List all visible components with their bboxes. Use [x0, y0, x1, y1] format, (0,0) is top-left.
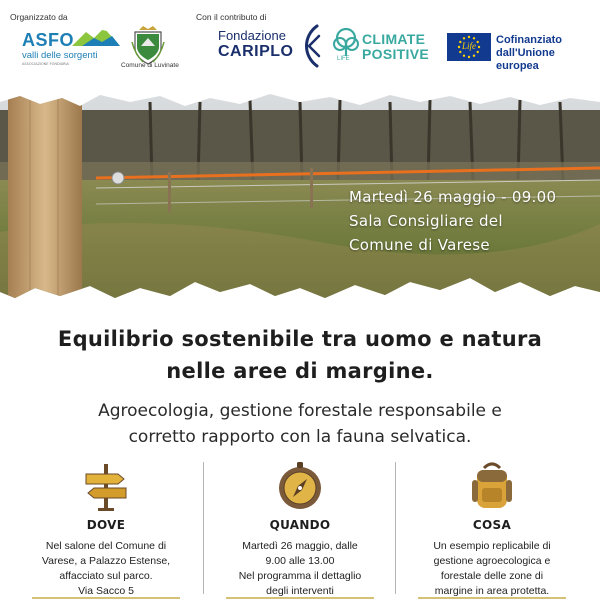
column-underline	[418, 597, 566, 599]
what-line: gestione agroecologica e	[433, 555, 551, 567]
mountain-icon	[72, 26, 120, 48]
when-line: 9.00 alle 13.00	[265, 555, 335, 567]
subtitle-line2: corretto rapporto con la fauna selvatica.	[128, 427, 472, 447]
subtitle-line1: Agroecologia, gestione forestale responsabile e	[98, 401, 502, 421]
when-line: Martedì 26 maggio, dalle	[242, 540, 358, 552]
tree-icon	[332, 28, 360, 58]
where-line: affacciato sul parco.	[59, 570, 153, 582]
where-line: Varese, a Palazzo Estense,	[41, 555, 171, 567]
event-details	[349, 185, 556, 257]
subtitle	[0, 398, 600, 450]
contribution-caption: Con il contributo di	[196, 12, 267, 22]
title-line1: Equilibrio sostenibile tra uomo e natura	[57, 327, 543, 351]
cariplo-mark-icon	[299, 24, 321, 68]
cariplo-line2: CARIPLO	[218, 43, 294, 60]
when-title: QUANDO	[269, 518, 331, 532]
backpack-icon	[466, 460, 518, 512]
what-line: forestale delle zone di	[440, 570, 544, 582]
event-date: Martedì 26 maggio - 09.00	[349, 188, 557, 206]
when-line: degli interventi	[266, 585, 334, 597]
cariplo-line1: Fondazione	[218, 28, 286, 43]
where-column	[14, 460, 198, 600]
eu-line2: dall'Unione europea	[496, 47, 555, 72]
signpost-icon	[80, 460, 132, 512]
asfo-logo	[20, 26, 120, 70]
what-text	[400, 539, 584, 599]
compass-icon	[274, 460, 326, 512]
asfo-tagline: ASSOCIAZIONE FONDIARIA	[22, 62, 69, 66]
eu-life-badge: Life	[461, 41, 476, 51]
where-text	[14, 539, 198, 599]
eu-line1: Cofinanziato	[496, 34, 562, 46]
what-line: Un esempio replicabile di	[433, 540, 551, 552]
event-venue-line2: Comune di Varese	[349, 236, 490, 254]
climate-line1: CLIMATE	[362, 31, 426, 47]
title-line2: nelle aree di margine.	[166, 359, 434, 383]
asfo-subtitle: valli delle sorgenti	[22, 50, 98, 61]
where-title: DOVE	[86, 518, 126, 532]
cariplo-logo	[218, 29, 294, 61]
column-underline	[226, 597, 374, 599]
what-title: COSA	[472, 518, 512, 532]
partner-header	[0, 0, 600, 92]
when-column	[208, 460, 392, 600]
eu-flag	[447, 33, 491, 61]
life-tag: LIFE	[337, 56, 350, 62]
asfo-name: ASFO	[22, 30, 75, 50]
column-divider	[203, 462, 204, 594]
what-line: margine in area protetta.	[434, 585, 550, 597]
event-venue-line1: Sala Consigliare del	[349, 212, 503, 230]
climate-positive-logo	[332, 28, 440, 66]
what-column	[400, 460, 584, 600]
when-text	[208, 539, 392, 599]
column-divider	[395, 462, 396, 594]
main-title	[0, 323, 600, 387]
where-line: Nel salone del Comune di	[45, 540, 167, 552]
organized-by-caption: Organizzato da	[10, 12, 68, 22]
eu-cofunded-label	[496, 34, 600, 73]
municipality-name: Comune di Luvinate	[121, 62, 179, 69]
where-line: Via Sacco 5	[78, 585, 134, 597]
column-underline	[32, 597, 180, 599]
when-line: Nel programma il dettaglio	[238, 570, 362, 582]
climate-line2: POSITIVE	[362, 46, 429, 62]
